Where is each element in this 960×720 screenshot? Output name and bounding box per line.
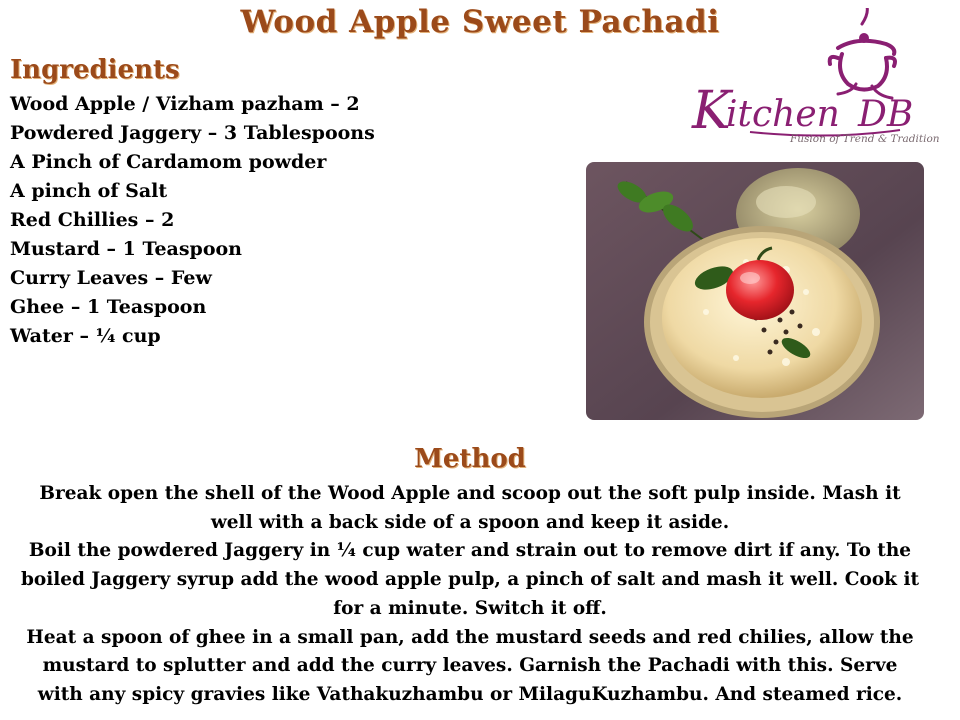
method-heading: Method	[414, 444, 526, 474]
ingredient-item: A pinch of Salt	[10, 180, 168, 202]
ingredients-list	[10, 90, 375, 351]
svg-text:itchen: itchen	[726, 94, 840, 135]
recipe-title: Wood Apple Sweet Pachadi	[240, 4, 720, 40]
cooking-pot-icon	[690, 8, 952, 150]
svg-text:DB: DB	[858, 94, 914, 135]
method-step: Boil the powdered Jaggery in ¼ cup water and strain out to remove dirt if any. To the boiled Jaggery syrup add the wood apple pulp, a pinch of salt and mash it well. Cook it for a minute. Switch it off.	[20, 540, 920, 619]
method-steps	[20, 480, 920, 710]
method-step: Break open the shell of the Wood Apple and scoop out the soft pulp inside. Mash it well with a back side of a spoon and keep it aside.	[39, 483, 901, 533]
ingredient-item: Curry Leaves – Few	[10, 267, 212, 289]
ingredients-heading: Ingredients	[10, 55, 180, 85]
ingredient-item: Powdered Jaggery – 3 Tablespoons	[10, 122, 375, 144]
kitchen-db-logo	[690, 8, 952, 150]
ingredient-item: Red Chillies – 2	[10, 209, 175, 231]
ingredient-item: Wood Apple / Vizham pazham – 2	[10, 93, 360, 115]
ingredient-item: Ghee – 1 Teaspoon	[10, 296, 207, 318]
ingredient-item: Mustard – 1 Teaspoon	[10, 238, 242, 260]
wood-apple-pachadi-photo	[586, 162, 924, 420]
method-step: Heat a spoon of ghee in a small pan, add the mustard seeds and red chilies, allow the mustard to splutter and add the curry leaves. Garnish the Pachadi with this. Serve with any spicy gravies like Vathakuzhambu or MilaguKuzhambu. And steamed rice.	[26, 626, 914, 705]
ingredient-item: Water – ¼ cup	[10, 325, 161, 347]
ingredient-item: A Pinch of Cardamom powder	[10, 151, 327, 173]
svg-text:K: K	[692, 81, 731, 141]
svg-text:Fusion of Trend & Tradition: Fusion of Trend & Tradition	[790, 133, 940, 145]
